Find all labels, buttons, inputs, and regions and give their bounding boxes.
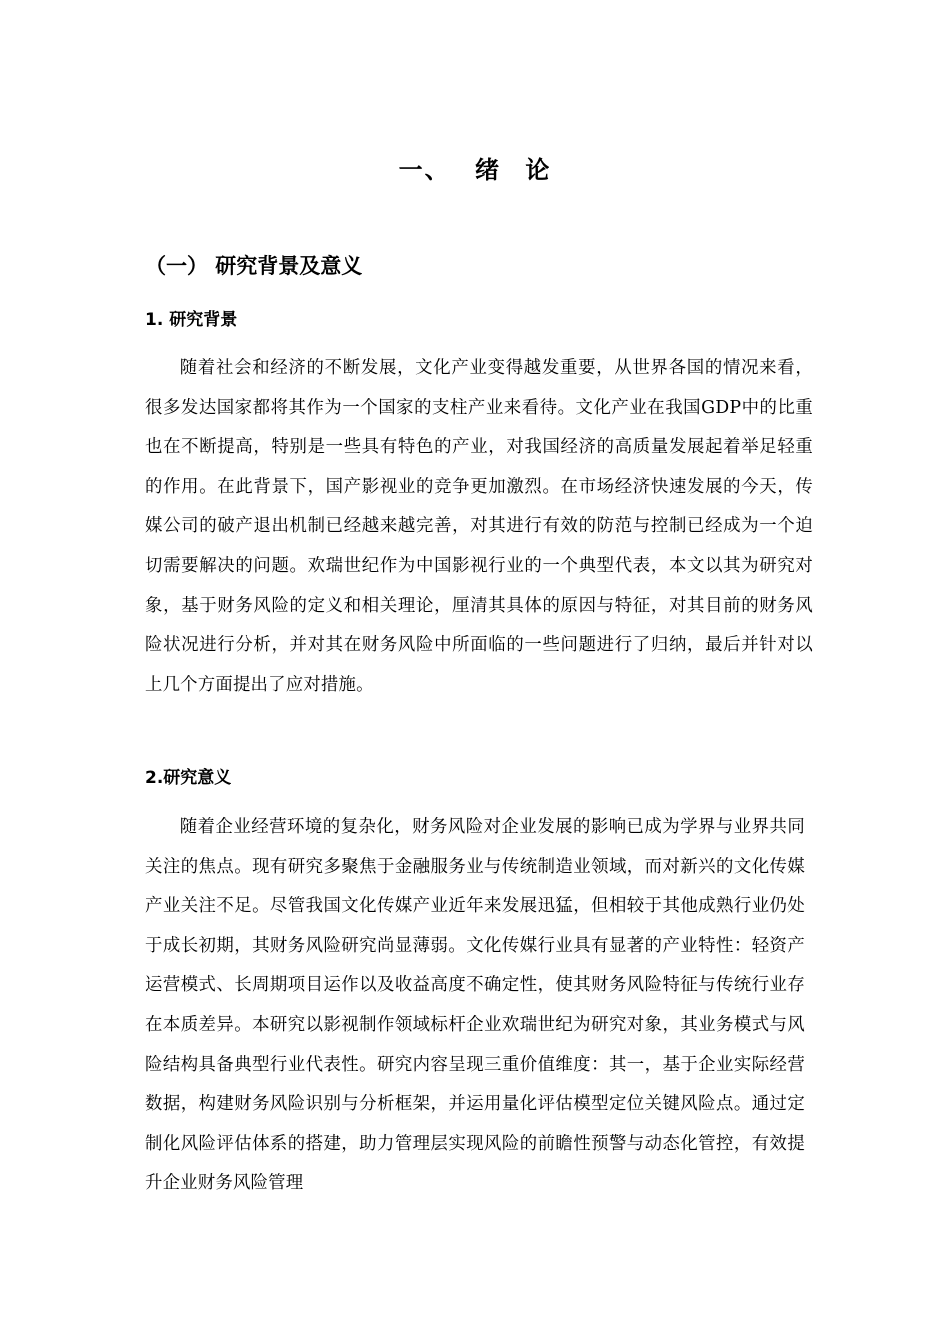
section-title: （一） 研究背景及意义 [145, 254, 363, 278]
subsection-number: 1. [145, 310, 164, 330]
paragraph-research-background: 随着社会和经济的不断发展，文化产业变得越发重要，从世界各国的情况来看，很多发达国家都将其作为一个国家的支柱产业来看待。文化产业在我国GDP中的比重也在不断提高，特别是一些具有特色的产业，对我国经济的高质量发展起着举足轻重的作用。在此背景下，国产影视业的竞争更加激烈。在市场经济快速发展的今天，传媒公司的破产退出机制已经越来越完善，对其进行有效的防范与控制已经成为一个迫切需要解决的问题。欢瑞世纪作为中国影视行业的一个典型代表，本文以其为研究对象，基于财务风险的定义和相关理论，厘清其具体的原因与特征，对其目前的财务风险状况进行分析，并对其在财务风险中所面临的一些问题进行了归纳，最后并针对以上几个方面提出了应对措施。 [145, 358, 813, 695]
subsection-title-background [145, 307, 237, 333]
subsection-title-significance [145, 765, 231, 791]
subsection-title-text: 研究意义 [163, 768, 232, 788]
paragraph-research-significance: 随着企业经营环境的复杂化，财务风险对企业发展的影响已成为学界与业界共同关注的焦点。现有研究多聚焦于金融服务业与传统制造业领域，而对新兴的文化传媒产业关注不足。尽管我国文化传媒产业近年来发展迅猛，但相较于其他成熟行业仍处于成长初期，其财务风险研究尚显薄弱。文化传媒行业具有显著的产业特性：轻资产运营模式、长周期项目运作以及收益高度不确定性，使其财务风险特征与传统行业存在本质差异。本研究以影视制作领域标杆企业欢瑞世纪为研究对象，其业务模式与风险结构具备典型行业代表性。研究内容呈现三重价值维度：其一，基于企业实际经营数据，构建财务风险识别与分析框架，并运用量化评估模型定位关键风险点。通过定制化风险评估体系的搭建，助力管理层实现风险的前瞻性预警与动态化管控，有效提升企业财务风险管理 [145, 817, 805, 1194]
subsection-number: 2. [145, 768, 164, 788]
subsection-title-text: 研究背景 [169, 310, 238, 330]
chapter-title: 一、 绪 论 [398, 156, 552, 184]
